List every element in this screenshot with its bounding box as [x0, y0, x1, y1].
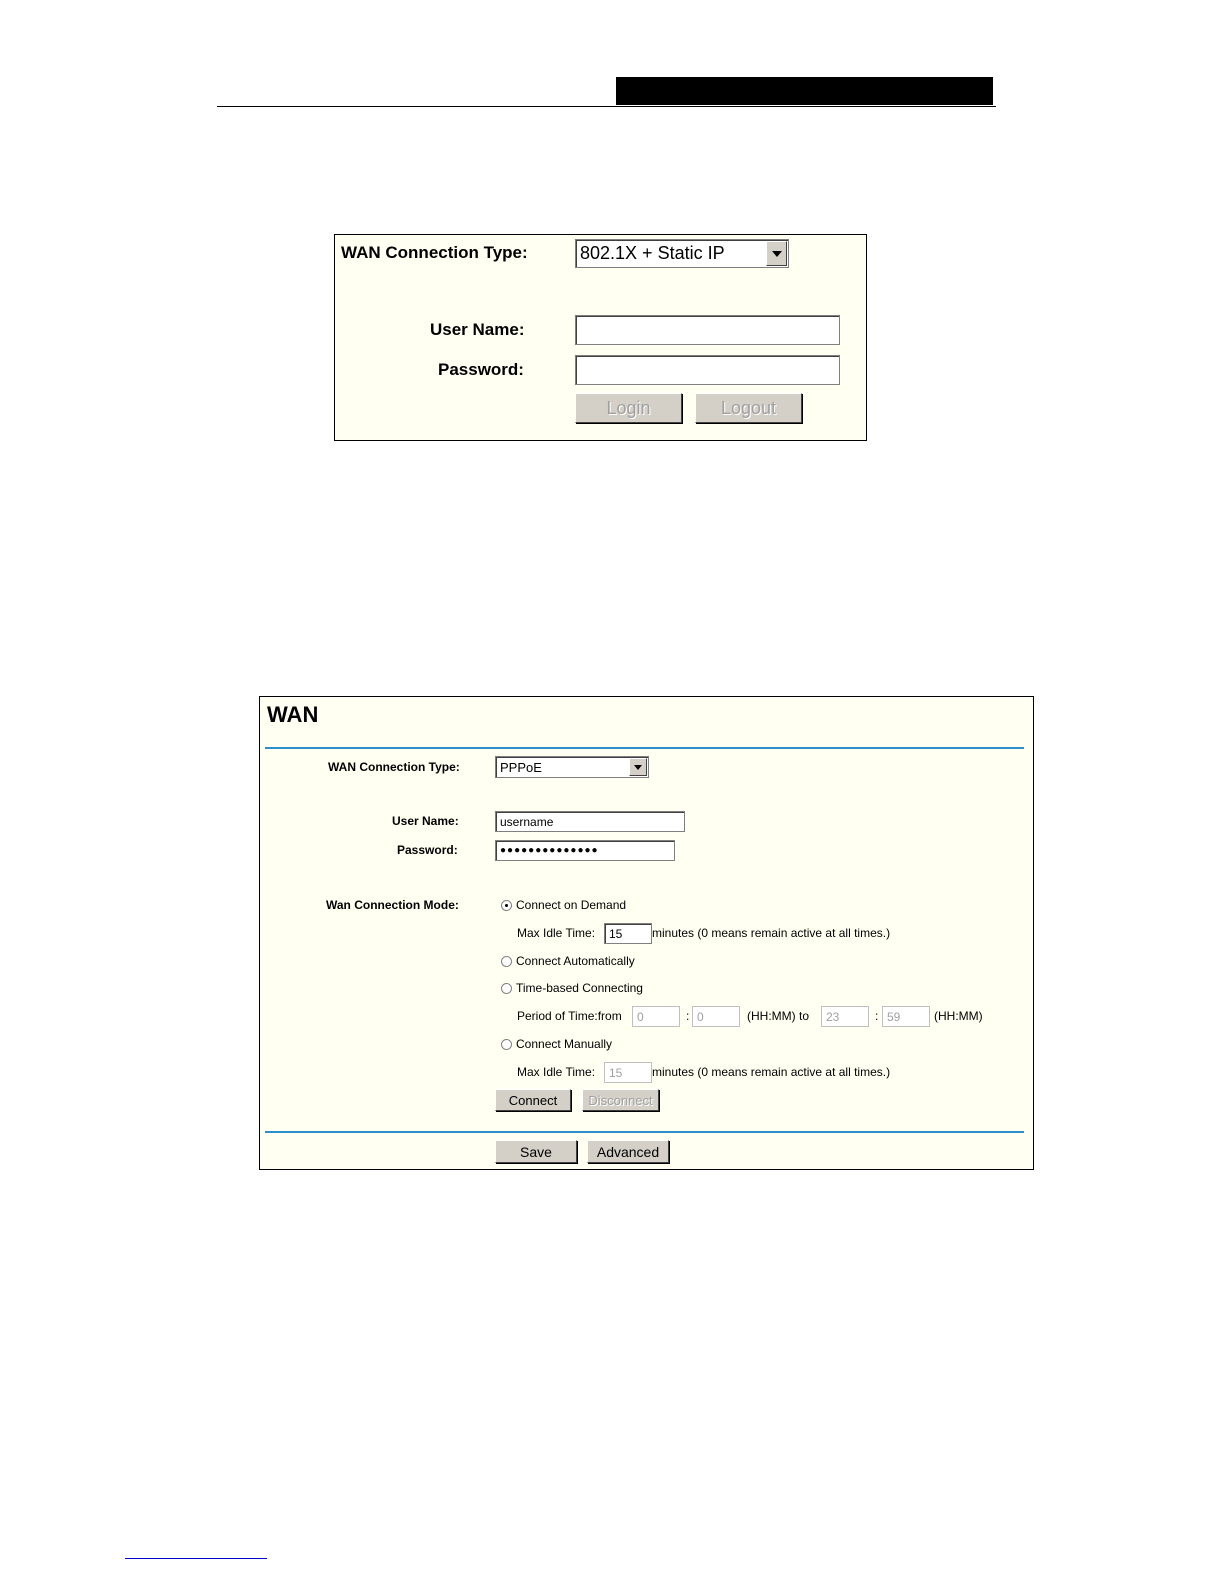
hhmm-label: (HH:MM)	[934, 1009, 983, 1023]
radio-connect-automatically[interactable]	[501, 956, 512, 967]
to-minute-input[interactable]: 59	[882, 1006, 930, 1027]
footer-link-underline	[125, 1558, 267, 1559]
connect-button[interactable]: Connect	[495, 1089, 571, 1111]
wan-type-label: WAN Connection Type:	[341, 243, 528, 262]
max-idle-hint: minutes (0 means remain active at all times.)	[652, 1065, 891, 1079]
save-button[interactable]: Save	[495, 1140, 577, 1163]
from-hour-input[interactable]: 0	[632, 1006, 680, 1027]
wan-type-value: PPPoE	[500, 759, 542, 775]
chevron-down-icon[interactable]	[629, 758, 647, 776]
from-minute-input[interactable]: 0	[692, 1006, 740, 1027]
colon-sep: :	[875, 1009, 879, 1023]
password-input[interactable]	[575, 355, 840, 385]
user-name-label: User Name:	[392, 814, 459, 828]
period-label: Period of Time:from	[517, 1009, 622, 1023]
page-title: WAN	[267, 702, 319, 727]
chevron-down-icon[interactable]	[766, 241, 787, 266]
password-label: Password:	[438, 360, 524, 379]
user-name-input[interactable]	[575, 315, 840, 345]
password-input[interactable]: ●●●●●●●●●●●●●●	[495, 840, 675, 861]
hhmm-to-label: (HH:MM) to	[747, 1009, 809, 1023]
radio-connect-manually[interactable]	[501, 1039, 512, 1050]
header-bar	[616, 77, 993, 105]
advanced-button[interactable]: Advanced	[587, 1140, 669, 1163]
user-name-label: User Name:	[430, 320, 525, 339]
bottom-divider	[265, 1131, 1024, 1133]
wan-type-select[interactable]	[575, 239, 789, 268]
radio-connect-on-demand[interactable]	[501, 900, 512, 911]
top-divider	[265, 747, 1024, 749]
max-idle-label: Max Idle Time:	[517, 926, 596, 940]
mode-label: Wan Connection Mode:	[326, 898, 459, 912]
colon-sep: :	[686, 1009, 690, 1023]
disconnect-button[interactable]: Disconnect	[582, 1089, 659, 1111]
wan-type-value: 802.1X + Static IP	[580, 243, 725, 263]
max-idle-input[interactable]: 15	[604, 923, 652, 944]
wan-pppoe-panel	[259, 696, 1034, 1170]
wan-type-select[interactable]	[495, 756, 649, 778]
radio-time-based[interactable]	[501, 983, 512, 994]
connect-on-demand-label: Connect on Demand	[516, 898, 627, 912]
wan-type-label: WAN Connection Type:	[328, 760, 460, 774]
logout-button[interactable]: Logout	[695, 393, 802, 423]
max-idle-label: Max Idle Time:	[517, 1065, 596, 1079]
login-button[interactable]: Login	[575, 393, 682, 423]
connect-manually-label: Connect Manually	[516, 1037, 613, 1051]
wan-8021x-panel	[334, 234, 867, 441]
user-name-input[interactable]: username	[495, 811, 685, 832]
password-label: Password:	[397, 843, 458, 857]
header-rule	[217, 106, 996, 107]
to-hour-input[interactable]: 23	[821, 1006, 869, 1027]
max-idle-hint: minutes (0 means remain active at all times.)	[652, 926, 891, 940]
time-based-label: Time-based Connecting	[516, 981, 643, 995]
connect-automatically-label: Connect Automatically	[516, 954, 635, 968]
manual-idle-input[interactable]: 15	[604, 1062, 652, 1083]
